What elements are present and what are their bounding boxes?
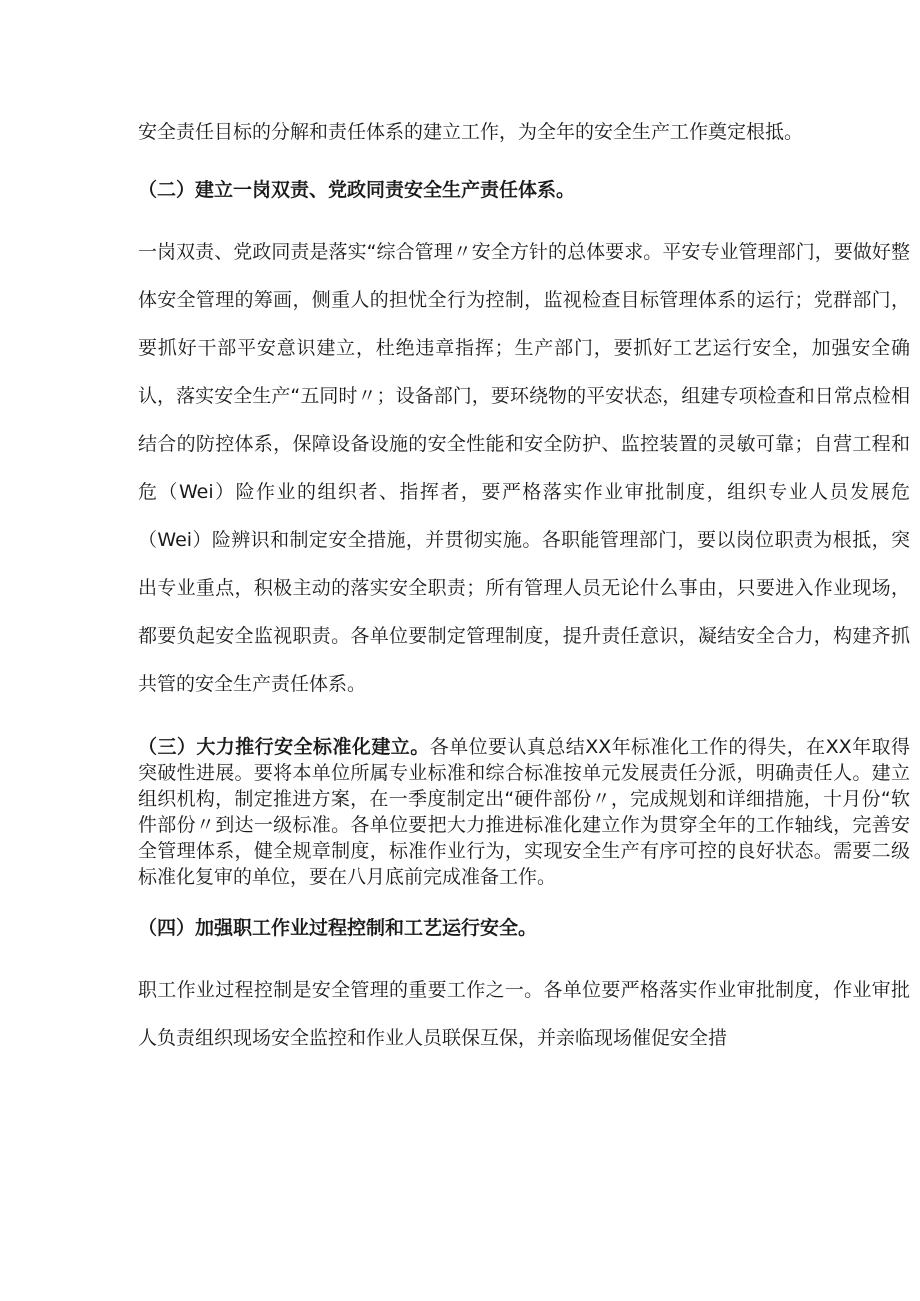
intro-paragraph: 安全责任目标的分解和责任体系的建立工作，为全年的安全生产工作奠定根抵。 bbox=[138, 121, 804, 143]
section-heading-3: （三）大力推行安全标准化建立。 bbox=[138, 736, 430, 758]
section-heading-4: （四）加强职工作业过程控制和工艺运行安全。 bbox=[138, 917, 538, 939]
section-heading-2: （二）建立一岗双责、党政同责安全生产责任体系。 bbox=[138, 179, 576, 201]
section-4-paragraph: 职工作业过程控制是安全管理的重要工作之一。各单位要严格落实作业审批制度，作业审批人负责组织现场安全监控和作业人员联保互保，并亲临现场催促安全措 bbox=[138, 979, 910, 1049]
section-2-paragraph: 一岗双责、党政同责是落实“综合管理〃安全方针的总体要求。平安专业管理部门，要做好整体安全管理的筹画，侧重人的担忧全行为控制，监视检查目标管理体系的运行；党群部门，要抓好干部平安意识建立，杜绝违章指挥；生产部门，要抓好工艺运行安全，加强安全确认，落实安全生产“五同时〃；设备部门，要环绕物的平安状态，组建专项检查和日常点检相结合的防控体系，保障设备设施的安全性能和安全防护、监控装置的灵敏可靠；自营工程和危（Wei）险作业的组织者、指挥者，要严格落实作业审批制度，组织专业人员发展危（Wei）险辨识和制定安全措施，并贯彻实施。各职能管理部门，要以岗位职责为根抵，突出专业重点，积极主动的落实安全职责；所有管理人员无论什么事由，只要进入作业现场，都要负起安全监视职责。各单位要制定管理制度，提升责任意识，凝结安全合力，构建齐抓共管的安全生产责任体系。 bbox=[138, 241, 910, 695]
section-3-paragraph bbox=[138, 734, 910, 890]
section-3-body: 各单位要认真总结XX年标准化工作的得失，在XX年取得突破性进展。要将本单位所属专业标准和综合标准按单元发展责任分派，明确责任人。建立组织机构，制定推进方案，在一季度制定出“硬件部份〃，完成规划和详细措施，十月份“软件部份〃到达一级标准。各单位要把大力推进标准化建立作为贯穿全年的工作轴线，完善安全管理体系，健全规章制度，标准作业行为，实现安全生产有序可控的良好状态。需要二级标准化复审的单位，要在八月底前完成准备工作。 bbox=[138, 736, 910, 888]
document-page bbox=[138, 108, 910, 1062]
